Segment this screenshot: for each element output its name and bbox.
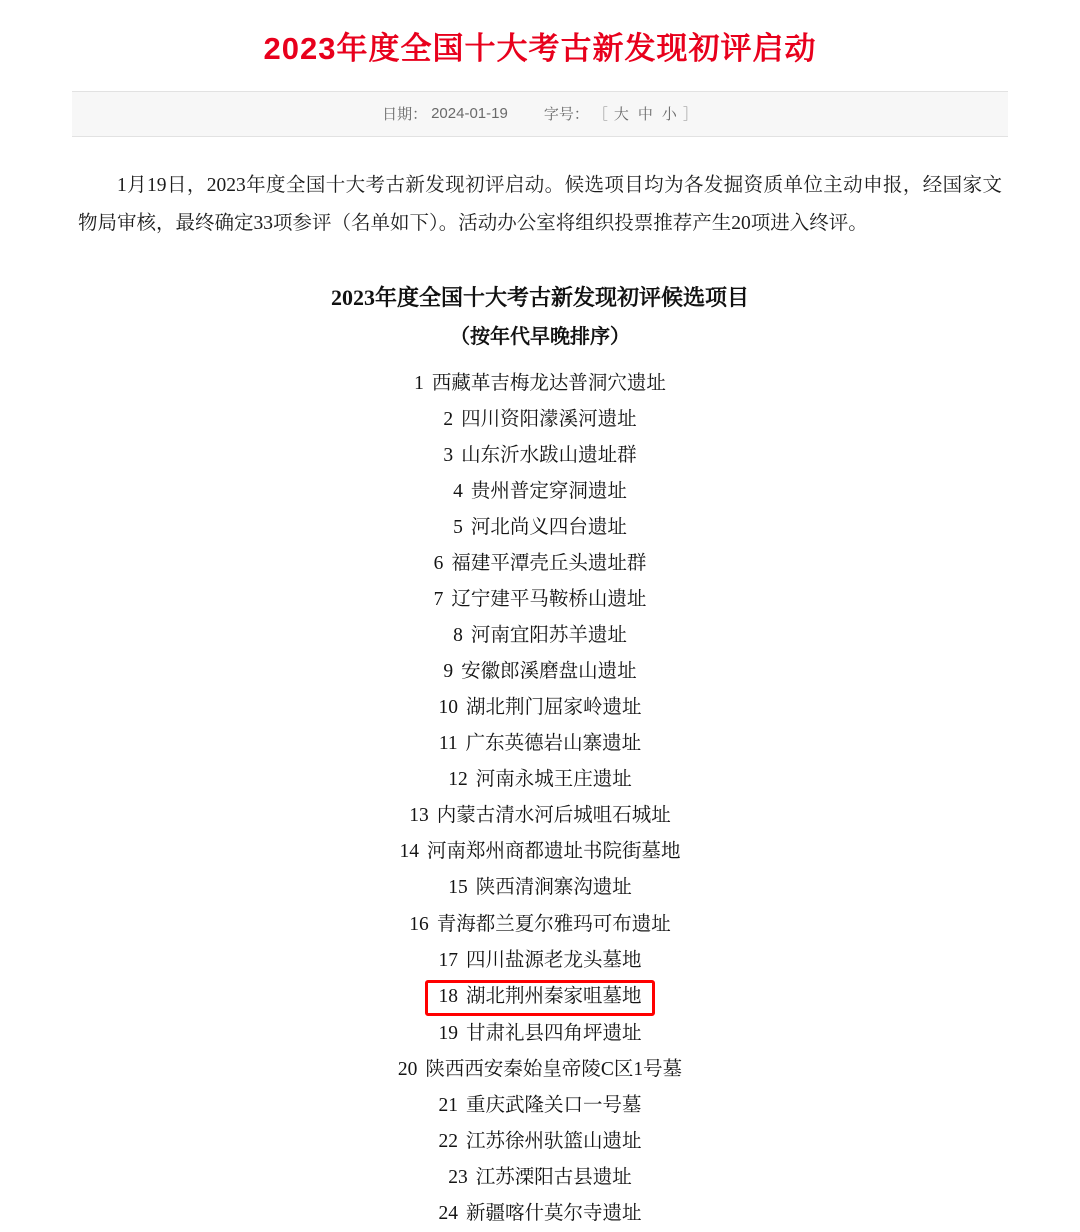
list-item-number: 17: [438, 949, 458, 971]
list-item: [0, 943, 1080, 979]
list-item-label: 贵州普定穿洞遗址: [470, 480, 627, 502]
list-item-number: 15: [448, 877, 468, 899]
list-item: [0, 366, 1080, 402]
list-item-label: 河南宜阳苏羊遗址: [470, 625, 627, 647]
list-item-label: 辽宁建平马鞍桥山遗址: [451, 588, 647, 610]
article-paragraph: 1月19日，2023年度全国十大考古新发现初评启动。候选项目均为各发掘资质单位主动申报，经国家文物局审核，最终确定33项参评（名单如下）。活动办公室将组织投票推荐产生20项进入终评。: [78, 174, 1002, 234]
list-item-inner: [438, 1196, 641, 1232]
list-item-number: 13: [409, 805, 429, 827]
list-item-label: 山东沂水跋山遗址群: [461, 444, 637, 466]
list-item-inner: [409, 907, 671, 943]
list-item-number: 14: [399, 841, 419, 863]
list-item-label: 四川盐源老龙头墓地: [465, 949, 642, 971]
list-item-label: 广东英德岩山寨遗址: [465, 733, 642, 755]
list-item-inner: [448, 870, 632, 906]
list-item-inner: [399, 834, 680, 870]
list-item-number: 16: [409, 913, 429, 935]
page-title: 2023年度全国十大考古新发现初评启动: [263, 31, 817, 66]
list-item-label: 青海都兰夏尔雅玛可布遗址: [436, 913, 671, 935]
list-item: [0, 474, 1080, 510]
list-item-label: 江苏溧阳古县遗址: [475, 1167, 632, 1189]
list-item: [0, 907, 1080, 943]
list-item-inner: [438, 1088, 641, 1124]
list-item-label: 甘肃礼县四角坪遗址: [465, 1022, 642, 1044]
list-item: [0, 690, 1080, 726]
list-item: [0, 1160, 1080, 1196]
list-item-label: 河北尚义四台遗址: [470, 516, 627, 538]
list-subtitle: （按年代早晚排序）: [450, 325, 630, 348]
list-item-number: 9: [443, 661, 454, 683]
list-item-number: 2: [443, 408, 454, 430]
list-item-number: 11: [438, 733, 458, 755]
list-item-label: 西藏革吉梅龙达普洞穴遗址: [431, 372, 666, 394]
list-item-number: 21: [438, 1095, 458, 1117]
list-item-number: 8: [453, 625, 463, 647]
list-item-label: 四川资阳濛溪河遗址: [461, 408, 637, 430]
list-item: [0, 1052, 1080, 1088]
font-size-label: 字号：: [543, 106, 589, 124]
list-item-number: 10: [438, 697, 458, 719]
list-item: [0, 438, 1080, 474]
list-item: [0, 582, 1080, 618]
list-item-number: 23: [448, 1167, 468, 1189]
font-size-medium[interactable]: 中: [637, 106, 653, 124]
list-item-number: 18: [438, 985, 458, 1007]
list-item-number: 4: [453, 480, 463, 502]
list-item-inner: [409, 798, 671, 834]
list-item: [0, 1016, 1080, 1052]
list-item-number: 24: [438, 1203, 458, 1225]
list-item: [0, 870, 1080, 906]
list-item-inner: [438, 1016, 641, 1052]
list-item: [0, 726, 1080, 762]
font-size-large[interactable]: 大: [613, 106, 629, 124]
list-item-label: 安徽郎溪磨盘山遗址: [461, 661, 637, 683]
list-item-number: 5: [453, 516, 463, 538]
font-size-options: [593, 103, 698, 124]
list-item-inner: [398, 1052, 682, 1088]
date-value: 2024-01-19: [431, 105, 508, 123]
list-item: [0, 402, 1080, 438]
list-item-inner: [443, 438, 636, 474]
article-meta-bar: [72, 91, 1008, 137]
list-item-inner: [414, 366, 666, 402]
list-item: [0, 510, 1080, 546]
list-item: [0, 798, 1080, 834]
list-item-label: 新疆喀什莫尔寺遗址: [465, 1203, 642, 1225]
list-item-number: 3: [443, 444, 454, 466]
list-item-number: 12: [448, 769, 468, 791]
list-item-label: 河南郑州商都遗址书院街墓地: [426, 841, 681, 863]
list-item: [0, 1196, 1080, 1232]
list-item-label: 陕西西安秦始皇帝陵C区1号墓: [425, 1059, 683, 1081]
list-item-label: 福建平潭壳丘头遗址群: [451, 552, 647, 574]
list-item-number: 6: [433, 552, 444, 574]
list-item-inner: [438, 690, 641, 726]
list-item-inner: [438, 1124, 641, 1160]
list-item-inner: [448, 1160, 632, 1196]
list-item-inner: [443, 654, 636, 690]
list-item: [0, 762, 1080, 798]
bracket-close: ］: [682, 106, 698, 124]
list-item-inner: [453, 474, 627, 510]
font-size-small[interactable]: 小: [661, 106, 677, 124]
list-item: [0, 654, 1080, 690]
list-item-inner: [425, 980, 654, 1016]
list-item: [0, 546, 1080, 582]
list-item-inner: [453, 618, 627, 654]
list-item-inner: [438, 943, 641, 979]
list-item-inner: [434, 546, 647, 582]
list-item-label: 湖北荆州秦家咀墓地: [465, 985, 642, 1007]
list-item-label: 重庆武隆关口一号墓: [465, 1095, 642, 1117]
publish-date: [382, 103, 508, 124]
candidate-list-block: [0, 277, 1080, 1232]
font-size-control: [544, 103, 698, 124]
list-item-inner: [439, 726, 641, 762]
list-item: [0, 1124, 1080, 1160]
list-item-inner: [443, 402, 636, 438]
list-item-inner: [434, 582, 647, 618]
list-item-number: 22: [438, 1131, 458, 1153]
date-label: 日期：: [382, 106, 428, 124]
list-item: [0, 1088, 1080, 1124]
list-item-number: 20: [397, 1059, 418, 1081]
list-item-number: 7: [433, 588, 444, 610]
candidate-list: [0, 366, 1080, 1232]
list-item-label: 江苏徐州驮篮山遗址: [465, 1131, 642, 1153]
list-item-number: 1: [414, 372, 424, 394]
list-item: [0, 834, 1080, 870]
list-item-label: 陕西清涧寨沟遗址: [475, 877, 632, 899]
list-item-number: 19: [438, 1022, 458, 1044]
list-item-inner: [453, 510, 627, 546]
list-item-label: 河南永城王庄遗址: [475, 769, 632, 791]
bracket-open: ［: [592, 106, 608, 124]
list-item-label: 内蒙古清水河后城咀石城址: [436, 805, 671, 827]
list-item-label: 湖北荆门屈家岭遗址: [465, 697, 642, 719]
list-item-inner: [448, 762, 632, 798]
list-title: 2023年度全国十大考古新发现初评候选项目: [330, 284, 749, 310]
list-item: [0, 618, 1080, 654]
list-item: [0, 979, 1080, 1016]
